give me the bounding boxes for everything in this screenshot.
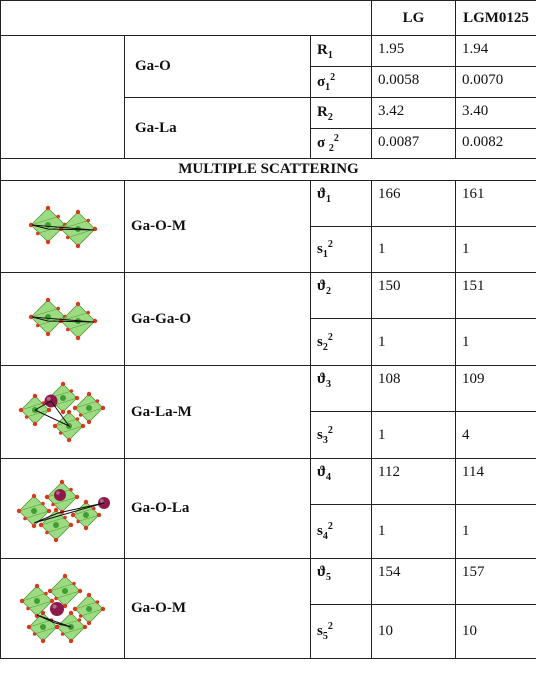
- section-row: [1, 159, 536, 181]
- value-lg: 108: [372, 366, 456, 412]
- param-symbol: $s_5^2$: [311, 605, 372, 659]
- param-symbol: $s_2^2$: [311, 319, 372, 366]
- value-lgm: 151: [456, 273, 536, 319]
- value-lg: 0.0058: [372, 67, 456, 98]
- value-lg: 154: [372, 559, 456, 605]
- col-header-lgm0125: LGM0125: [456, 1, 536, 36]
- value-lgm: 1: [456, 319, 536, 366]
- param-symbol: σ $_2^2$: [311, 129, 372, 159]
- value-lgm: 157: [456, 559, 536, 605]
- value-lgm: 114: [456, 459, 536, 505]
- value-lgm: 10: [456, 605, 536, 659]
- value-lgm: 0.0070: [456, 67, 536, 98]
- value-lg: 150: [372, 273, 456, 319]
- value-lg: 10: [372, 605, 456, 659]
- param-symbol: $s_1^2$: [311, 227, 372, 273]
- param-symbol: $ϑ_3$: [311, 366, 372, 412]
- structure-image: [1, 559, 125, 659]
- col-header-lg: LG: [372, 1, 456, 36]
- structure-image: [1, 273, 125, 366]
- param-symbol: $ϑ_5$: [311, 559, 372, 605]
- header-blank-cell: [1, 1, 372, 36]
- param-symbol: $R_2$: [311, 98, 372, 129]
- value-lgm: 161: [456, 181, 536, 227]
- octahedra-cluster-la-icon: [13, 376, 113, 448]
- param-symbol: $ϑ_4$: [311, 459, 372, 505]
- value-lgm: 4: [456, 412, 536, 459]
- path-label: Ga-O: [125, 36, 311, 98]
- path-label: Ga-O-La: [125, 459, 311, 559]
- value-lg: 112: [372, 459, 456, 505]
- table-row: [1, 459, 536, 505]
- value-lg: 0.0087: [372, 129, 456, 159]
- value-lgm: 1: [456, 227, 536, 273]
- table-row: [1, 559, 536, 605]
- param-symbol: $ϑ_2$: [311, 273, 372, 319]
- structure-image: [1, 181, 125, 273]
- param-symbol: $R_1$: [311, 36, 372, 67]
- structure-image: [1, 459, 125, 559]
- param-symbol: $ϑ_1$: [311, 181, 372, 227]
- value-lg: 3.42: [372, 98, 456, 129]
- value-lg: 1: [372, 227, 456, 273]
- value-lg: 166: [372, 181, 456, 227]
- octahedra-pair-icon: [18, 291, 108, 347]
- path-label: Ga-O-M: [125, 559, 311, 659]
- value-lg: 1: [372, 505, 456, 559]
- table-row: [1, 36, 536, 67]
- value-lgm: 109: [456, 366, 536, 412]
- value-lgm: 0.0082: [456, 129, 536, 159]
- octahedra-cluster-la-icon: [13, 571, 113, 647]
- path-label: Ga-La-M: [125, 366, 311, 459]
- value-lgm: 1.94: [456, 36, 536, 67]
- value-lg: 1: [372, 412, 456, 459]
- value-lg: 1.95: [372, 36, 456, 67]
- header-row: [1, 1, 536, 36]
- table-row: [1, 366, 536, 412]
- value-lg: 1: [372, 319, 456, 366]
- section-title: MULTIPLE SCATTERING: [1, 159, 536, 181]
- table-row: [1, 181, 536, 227]
- structure-image: [1, 366, 125, 459]
- value-lgm: 1: [456, 505, 536, 559]
- octahedra-cluster-la-icon: [8, 473, 118, 545]
- param-symbol: $s_4^2$: [311, 505, 372, 559]
- table-row: [1, 273, 536, 319]
- param-symbol: $\sigma_1^2$: [311, 67, 372, 98]
- path-label: Ga-Ga-O: [125, 273, 311, 366]
- path-label: Ga-La: [125, 98, 311, 159]
- single-scattering-blank-cell: [1, 36, 125, 159]
- octahedra-pair-icon: [18, 199, 108, 255]
- param-symbol: $s_3^2$: [311, 412, 372, 459]
- value-lgm: 3.40: [456, 98, 536, 129]
- path-label: Ga-O-M: [125, 181, 311, 273]
